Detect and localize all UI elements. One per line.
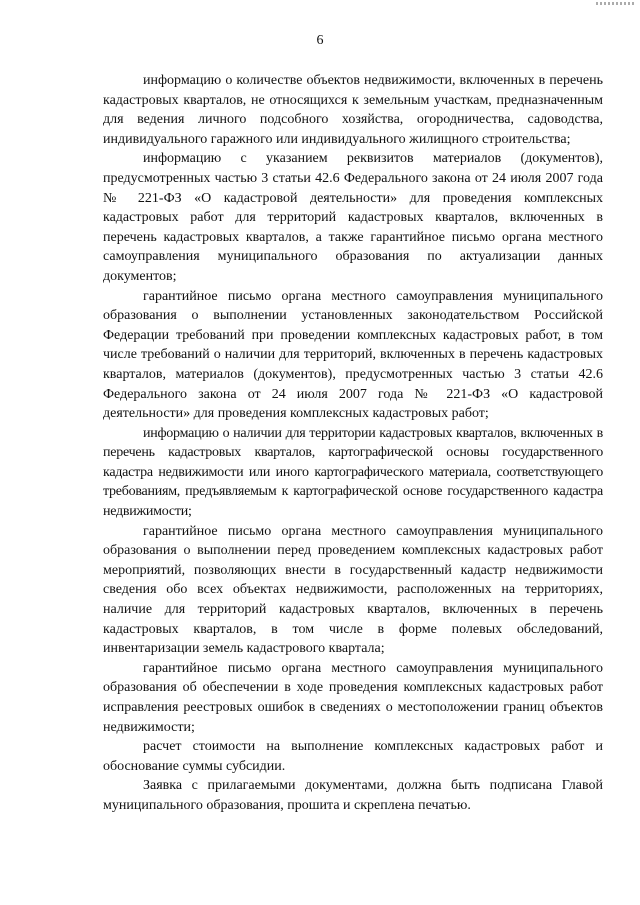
- paragraph-application-signature: Заявка с прилагаемыми документами, должна быть подписана Главой муниципального образования, прошита и скреплена печатью.: [103, 778, 603, 813]
- paragraph-guarantee-measures: гарантийное письмо органа местного самоуправления муниципального образования о выполнении перед проведением комплексных кадастровых работ мероприятий, позволяющих внести в государственный кадастр недвижимости сведения обо всех объектах недвижимости, расположенных на территориях, наличие для территорий кадастровых кварталов, включенных в перечень кадастровых кварталов, в том числе в форме полевых обследований, инвентаризации земель кадастрового квартала;: [103, 523, 603, 657]
- paragraph-real-estate-count: информацию о количестве объектов недвижимости, включенных в перечень кадастровых кварталов, не относящихся к земельным участкам, предназначенным для ведения личного подсобного хозяйства, огородничества, садоводства, индивидуального гаражного или индивидуального жилищного строительства;: [103, 73, 603, 147]
- paragraph-guarantee-requirements: гарантийное письмо органа местного самоуправления муниципального образования о выполнении установленных законодательством Российской Федерации требований при проведении комплексных кадастровых работ, в том числе требований о наличии для территорий, включенных в перечень кадастровых кварталов, материалов (документов), предусмотренных частью 3 статьи 42.6 Федерального закона от 24 июля 2007 года № 221-ФЗ «О кадастровой деятельности» для проведения комплексных кадастровых работ;: [103, 288, 603, 422]
- paragraph-cartographic-basis: информацию о наличии для территории кадастровых кварталов, включенных в перечень кадастровых кварталов, картографической основы государственного кадастра недвижимости или иного картографического материала, соответствующего требованиям, предъявляемым к картографической основе государственного кадастра недвижимости;: [103, 425, 603, 520]
- paragraph-materials-details: информацию с указанием реквизитов материалов (документов), предусмотренных частью 3 статьи 42.6 Федерального закона от 24 июля 2007 года № 221-ФЗ «О кадастровой деятельности» для проведения комплексных кадастровых работ для территорий кадастровых кварталов, включенных в перечень кадастровых кварталов, а также гарантийное письмо органа местного самоуправления муниципального образования по актуализации данных документов;: [103, 151, 603, 284]
- scan-mark: [596, 2, 634, 5]
- paragraph-cost-calculation: расчет стоимости на выполнение комплексных кадастровых работ и обоснование суммы субсидии.: [103, 739, 603, 774]
- paragraph-guarantee-corrections: гарантийное письмо органа местного самоуправления муниципального образования об обеспечении в ходе проведения комплексных кадастровых работ исправления реестровых ошибок в сведениях о местоположении границ объектов недвижимости;: [103, 660, 603, 735]
- page-number: 6: [316, 33, 324, 48]
- document-body: [103, 71, 603, 816]
